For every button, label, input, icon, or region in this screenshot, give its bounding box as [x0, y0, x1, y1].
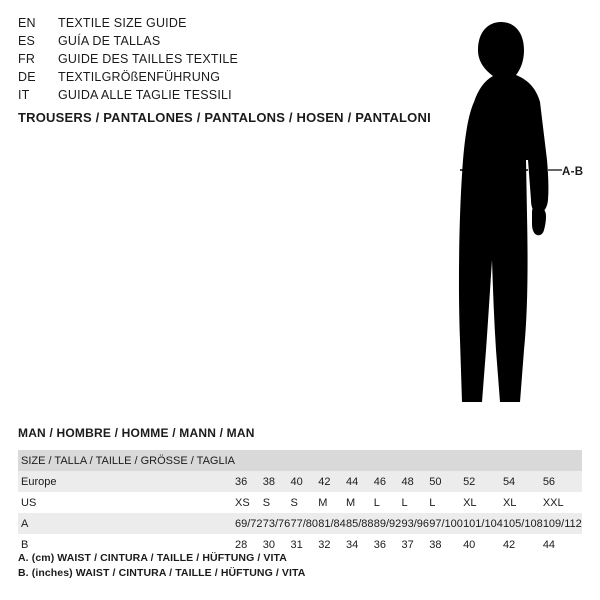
table-cell: 89/92	[374, 513, 402, 534]
footnotes	[18, 551, 305, 581]
table-cell: 73/76	[263, 513, 291, 534]
table-cell: 31	[290, 534, 318, 555]
table-cell: M	[346, 492, 374, 513]
table-cell	[543, 450, 582, 471]
language-row	[18, 32, 398, 50]
language-code: ES	[18, 34, 36, 48]
table-cell: 109/112	[543, 513, 582, 534]
language-text: GUIDA ALLE TAGLIE TESSILI	[58, 88, 232, 102]
table-cell: 28	[235, 534, 263, 555]
table-cell: 40	[290, 471, 318, 492]
language-text: GUÍA DE TALLAS	[58, 34, 161, 48]
table-cell	[374, 450, 402, 471]
table-cell: 77/80	[290, 513, 318, 534]
table-cell	[235, 450, 263, 471]
language-row	[18, 68, 398, 86]
row-label: A	[18, 513, 235, 534]
table-cell: XL	[463, 492, 503, 513]
table-cell: S	[263, 492, 291, 513]
table-cell: 32	[318, 534, 346, 555]
table-group-title: MAN / HOMBRE / HOMME / MANN / MAN	[18, 426, 255, 440]
table-cell: 34	[346, 534, 374, 555]
row-label: Europe	[18, 471, 235, 492]
table-cell: 52	[463, 471, 503, 492]
table-cell: L	[401, 492, 429, 513]
table-cell: 44	[543, 534, 582, 555]
language-code: FR	[18, 52, 36, 66]
language-text: TEXTILE SIZE GUIDE	[58, 16, 187, 30]
language-code: EN	[18, 16, 36, 30]
table-cell	[263, 450, 291, 471]
table-cell	[401, 450, 429, 471]
table-cell	[503, 450, 543, 471]
footnote-a: A. (cm) WAIST / CINTURA / TAILLE / HÜFTUNG / VITA	[18, 552, 287, 564]
table-cell: S	[290, 492, 318, 513]
figure-illustration	[400, 10, 600, 410]
table-cell: 97/100	[429, 513, 463, 534]
table-cell: 30	[263, 534, 291, 555]
table-cell: 36	[235, 471, 263, 492]
language-list	[18, 14, 398, 104]
table-cell: XL	[503, 492, 543, 513]
language-text: TEXTILGRÖßENFÜHRUNG	[58, 70, 221, 84]
table-cell: XXL	[543, 492, 582, 513]
table-cell: 40	[463, 534, 503, 555]
table-row	[18, 492, 582, 513]
table-cell: 93/96	[401, 513, 429, 534]
table-cell	[429, 450, 463, 471]
table-row	[18, 471, 582, 492]
language-code: DE	[18, 70, 36, 84]
size-table	[18, 450, 582, 555]
section-title: TROUSERS / PANTALONES / PANTALONS / HOSEN / PANTALONI	[18, 110, 431, 125]
measurement-label-ab: A-B	[562, 166, 584, 178]
row-label: B	[18, 534, 235, 555]
table-cell: L	[429, 492, 463, 513]
table-row	[18, 513, 582, 534]
language-text: GUIDE DES TAILLES TEXTILE	[58, 52, 239, 66]
row-label: SIZE / TALLA / TAILLE / GRÖSSE / TAGLIA	[18, 450, 235, 471]
row-label: US	[18, 492, 235, 513]
table-cell	[290, 450, 318, 471]
table-cell: 36	[374, 534, 402, 555]
table-cell: M	[318, 492, 346, 513]
table-cell: 38	[263, 471, 291, 492]
language-code: IT	[18, 88, 30, 102]
table-cell: 105/108	[503, 513, 543, 534]
table-cell	[463, 450, 503, 471]
table-cell: 42	[318, 471, 346, 492]
table-cell: 101/104	[463, 513, 503, 534]
table-cell	[346, 450, 374, 471]
man-silhouette-icon	[400, 10, 600, 410]
table-cell: 85/88	[346, 513, 374, 534]
language-row	[18, 50, 398, 68]
language-row	[18, 86, 398, 104]
table-cell	[318, 450, 346, 471]
table-cell: 50	[429, 471, 463, 492]
table-cell: XS	[235, 492, 263, 513]
table-cell: 69/72	[235, 513, 263, 534]
table-cell: L	[374, 492, 402, 513]
language-row	[18, 14, 398, 32]
table-row	[18, 450, 582, 471]
table-cell: 56	[543, 471, 582, 492]
table-cell: 42	[503, 534, 543, 555]
footnote-b: B. (inches) WAIST / CINTURA / TAILLE / HÜFTUNG / VITA	[18, 567, 306, 579]
table-cell: 38	[429, 534, 463, 555]
table-cell: 81/84	[318, 513, 346, 534]
table-cell: 54	[503, 471, 543, 492]
table-cell: 44	[346, 471, 374, 492]
table-cell: 37	[401, 534, 429, 555]
table-cell: 46	[374, 471, 402, 492]
table-cell: 48	[401, 471, 429, 492]
